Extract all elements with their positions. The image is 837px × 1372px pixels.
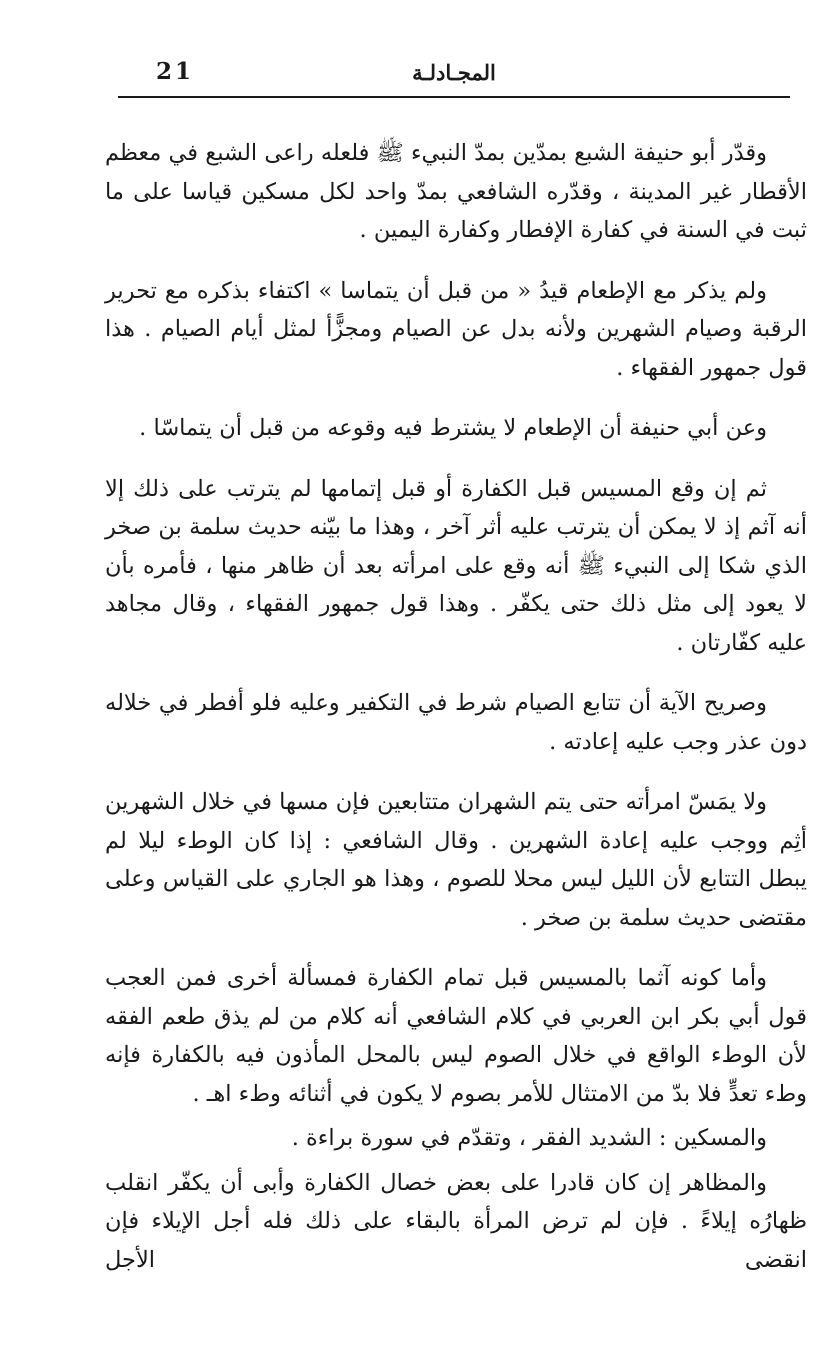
running-header <box>118 52 790 96</box>
header-divider <box>118 96 790 98</box>
surah-title: المجـادلـة <box>412 60 496 85</box>
paragraph-6: ولا يمَسّ امرأته حتى يتم الشهران متتابعين فإن مسها في خلال الشهرين أثِم ووجب عليه إعادة الشهرين . وقال الشافعي : إذا كان الوطء ليلا لم يبطل التتابع لأن الليل ليس محلا للصوم ، وهذا هو الجاري على القياس وعلى مقتضى حديث سلمة بن صخر . <box>105 789 807 931</box>
body-text <box>105 134 807 1279</box>
paragraph-7: وأما كونه آثما بالمسيس قبل تمام الكفارة فمسألة أخرى فمن العجب قول أبي بكر ابن العربي في كلام الشافعي أنه كلام من لم يذق طعم الفقه لأن الوطء الواقع في خلال الصوم ليس بالمحل المأذون فيه بالكفارة فإنه وطء تعدٍّ فلا بدّ من الامتثال للأمر بصوم لا يكون في أثنائه وطء اهـ . <box>105 965 807 1107</box>
paragraph-3: وعن أبي حنيفة أن الإطعام لا يشترط فيه وقوعه من قبل أن يتماسّا . <box>139 415 767 441</box>
paragraph-8: والمسكين : الشديد الفقر ، وتقدّم في سورة براءة . <box>291 1125 767 1151</box>
paragraph-4: ثم إن وقع المسيس قبل الكفارة أو قبل إتمامها لم يترتب على ذلك إلا أنه آثم إذ لا يمكن أن يترتب عليه أثر آخر ، وهذا ما بيّنه حديث سلمة بن صخر الذي شكا إلى النبيء ﷺ أنه وقع على امرأته بعد أن ظاهر منها ، فأمره بأن لا يعود إلى مثل ذلك حتى يكفّر . وهذا قول جمهور الفقهاء ، وقال مجاهد عليه كفّارتان . <box>105 475 807 656</box>
paragraph-1: وقدّر أبو حنيفة الشبع بمدّين بمدّ النبيء ﷺ فلعله راعى الشبع في معظم الأقطار غير المدينة ، وقدّره الشافعي بمدّ واحد لكل مسكين قياسا على ما ثبت في السنة في كفارة الإفطار وكفارة اليمين . <box>105 140 807 243</box>
paragraph-2: ولم يذكر مع الإطعام قيدُ « من قبل أن يتماسا » اكتفاء بذكره مع تحرير الرقبة وصيام الشهرين ولأنه بدل عن الصيام ومجزًّأ لمثل أيام الصيام . هذا قول جمهور الفقهاء . <box>105 277 807 381</box>
paragraph-5: وصريح الآية أن تتابع الصيام شرط في التكفير وعليه فلو أفطر في خلاله دون عذر وجب عليه إعادته . <box>105 690 807 755</box>
page-number: 21 <box>156 58 195 85</box>
paragraph-9: والمظاهر إن كان قادرا على بعض خصال الكفارة وأبى أن يكفّر انقلب ظهارُه إيلاءً . فإن لم ترض المرأة بالبقاء على ذلك فله أجل الإيلاء فإن انقضى الأجل <box>105 1169 807 1273</box>
